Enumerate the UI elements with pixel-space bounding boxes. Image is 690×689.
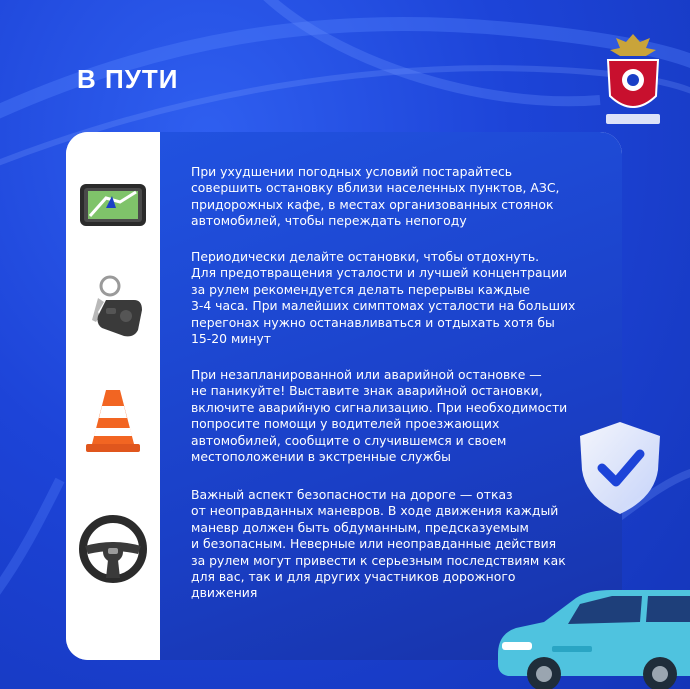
text-line: для вас, так и для других участников дорожного — [191, 569, 516, 585]
text-line: 15-20 минут — [191, 331, 271, 347]
text-line: Для предотвращения усталости и лучшей концентрации — [191, 265, 568, 281]
text-line: за рулем могут привести к серьезным последствиям как — [191, 552, 566, 568]
shield-check-icon — [576, 418, 664, 518]
paragraph-emergency-stop — [191, 367, 611, 465]
text-line: движения — [191, 585, 258, 601]
text-line: Важный аспект безопасности на дороге — отказ — [191, 487, 513, 502]
text-line: за рулем рекомендуется делать перерывы каждые — [191, 281, 530, 297]
text-line: придорожных кафе, в местах организованных стоянок — [191, 196, 554, 212]
text-line: попросите помощи у водителей проезжающих — [191, 416, 500, 432]
text-line: автомобилей, чтобы переждать непогоду — [191, 213, 467, 229]
page-title: В ПУТИ — [77, 64, 179, 94]
text-line: При ухудшении погодных условий постарайтесь — [191, 164, 513, 179]
paragraph-rest-stops — [191, 249, 611, 347]
text-line: включите аварийную сигнализацию. При необходимости — [191, 399, 568, 415]
paragraph-weather — [191, 164, 611, 230]
text-line: местоположении в экстренные службы — [191, 449, 451, 465]
text-line: не паникуйте! Выставите знак аварийной остановки, — [191, 383, 543, 399]
text-line: Периодически делайте остановки, чтобы отдохнуть. — [191, 249, 540, 264]
text-line: перегонах нужно останавливаться и отдыхать хотя бы — [191, 314, 555, 330]
text-line: маневр должен быть обдуманным, предсказуемым — [191, 519, 529, 535]
text-line: автомобилей, сообщите о случившемся и своем — [191, 432, 507, 448]
text-line: При незапланированной или аварийной остановке — — [191, 367, 542, 382]
police-emblem-logo — [598, 30, 668, 130]
text-line: от неоправданных маневров. В ходе движения каждый — [191, 503, 559, 519]
car-illustration — [492, 576, 690, 689]
text-line: 3-4 часа. При малейших симптомах усталости на больших — [191, 298, 576, 314]
text-line: совершить остановку вблизи населенных пунктов, АЗС, — [191, 180, 560, 196]
text-line: и безопасным. Неверные или неоправданные действия — [191, 536, 557, 552]
